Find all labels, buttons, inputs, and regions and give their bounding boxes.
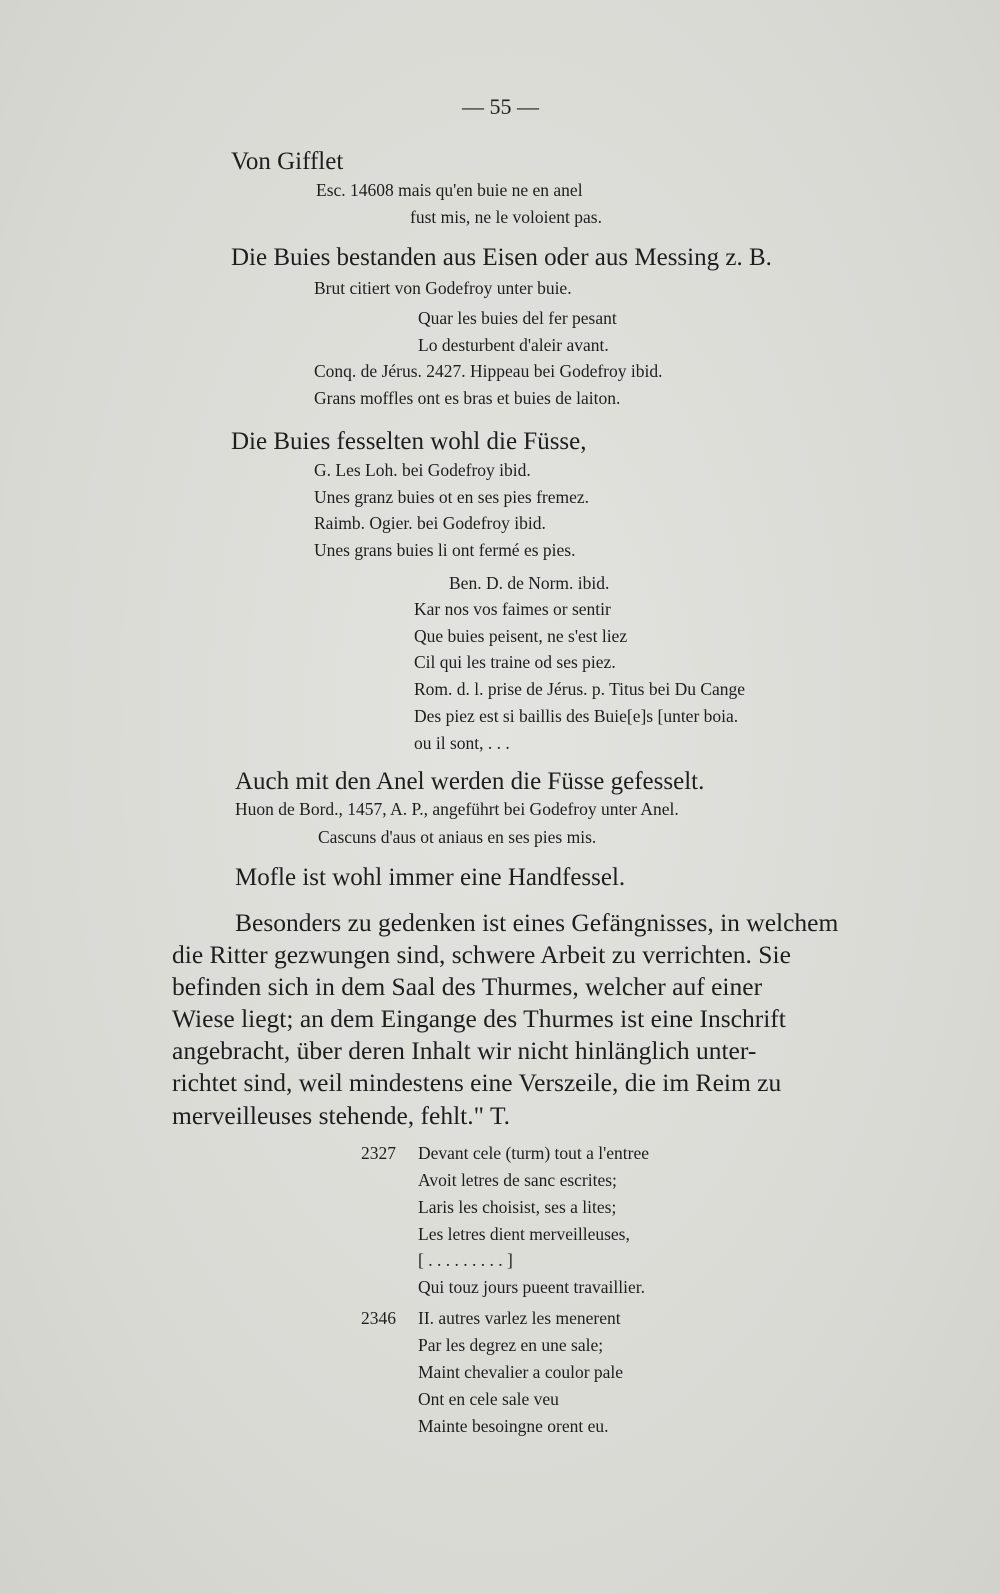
section-heading: Von Gifflet [231,148,344,175]
text-line: Des piez est si baillis des Buie[e]s [unter boia. [414,706,739,726]
verse-line: Devant cele (turm) tout a l'entree [418,1143,650,1163]
text-line: Auch mit den Anel werden die Füsse gefesselt. [235,768,705,795]
text-line: Conq. de Jérus. 2427. Hippeau bei Godefroy ibid. [314,361,663,381]
verse-line: Mainte besoingne orent eu. [418,1416,609,1436]
verse-line: Laris les choisist, ses a lites; [418,1197,617,1217]
text-line: Cascuns d'aus ot aniaus en ses pies mis. [318,827,597,847]
paragraph-line: die Ritter gezwungen sind, schwere Arbeit zu verrichten. Sie [172,940,791,969]
paragraph-line: richtet sind, weil mindestens eine Verszeile, die im Reim zu [172,1068,782,1097]
verse-line: Avoit letres de sanc escrites; [418,1170,617,1190]
verse-line: [ . . . . . . . . . ] [418,1250,513,1270]
text-line: Unes granz buies ot en ses pies fremez. [314,487,590,507]
text-line: Rom. d. l. prise de Jérus. p. Titus bei Du Cange [414,679,746,699]
verse-line: Maint chevalier a coulor pale [418,1362,624,1382]
text-line: Mofle ist wohl immer eine Handfessel. [235,864,626,891]
text-line: Que buies peisent, ne s'est liez [414,626,628,646]
paragraph-line: befinden sich in dem Saal des Thurmes, welcher auf einer [172,972,763,1001]
verse-line: Ont en cele sale veu [418,1389,559,1409]
text-line: Grans moffles ont es bras et buies de laiton. [314,388,621,408]
text-line: Die Buies fesselten wohl die Füsse, [231,428,587,455]
paragraph-line: Besonders zu gedenken ist eines Gefängnisses, in welchem [235,908,839,937]
page-number: — 55 — [462,94,539,119]
text-line: Brut citiert von Godefroy unter buie. [314,278,572,298]
text-line: G. Les Loh. bei Godefroy ibid. [314,460,531,480]
text-line: Lo desturbent d'aleir avant. [418,335,609,355]
verse-number: 2327 [361,1143,396,1163]
text-line: fust mis, ne le voloient pas. [410,207,602,227]
text-line: Quar les buies del fer pesant [418,308,617,328]
verse-line: Les letres dient merveilleuses, [418,1224,630,1244]
verse-line: Qui touz jours pueent travaillier. [418,1277,645,1297]
verse-line: Par les degrez en une sale; [418,1335,604,1355]
text-line: Unes grans buies li ont fermé es pies. [314,540,576,560]
paragraph-line: angebracht, über deren Inhalt wir nicht hinlänglich unter- [172,1036,757,1065]
text-line: Die Buies bestanden aus Eisen oder aus Messing z. B. [231,244,772,271]
text-line: Ben. D. de Norm. ibid. [449,573,610,593]
text-line: Raimb. Ogier. bei Godefroy ibid. [314,513,546,533]
text-line: Huon de Bord., 1457, A. P., angeführt bei Godefroy unter Anel. [235,799,679,819]
text-line: ou il sont, . . . [414,733,510,753]
text-line: Cil qui les traine od ses piez. [414,652,616,672]
paragraph-line: Wiese liegt; an dem Eingange des Thurmes ist eine Inschrift [172,1004,786,1033]
text-line: Esc. 14608 mais qu'en buie ne en anel [316,180,583,200]
verse-number: 2346 [361,1308,396,1328]
verse-line: II. autres varlez les menerent [418,1308,621,1328]
paragraph-line: merveilleuses stehende, fehlt." T. [172,1101,511,1130]
text-line: Kar nos vos faimes or sentir [414,599,611,619]
